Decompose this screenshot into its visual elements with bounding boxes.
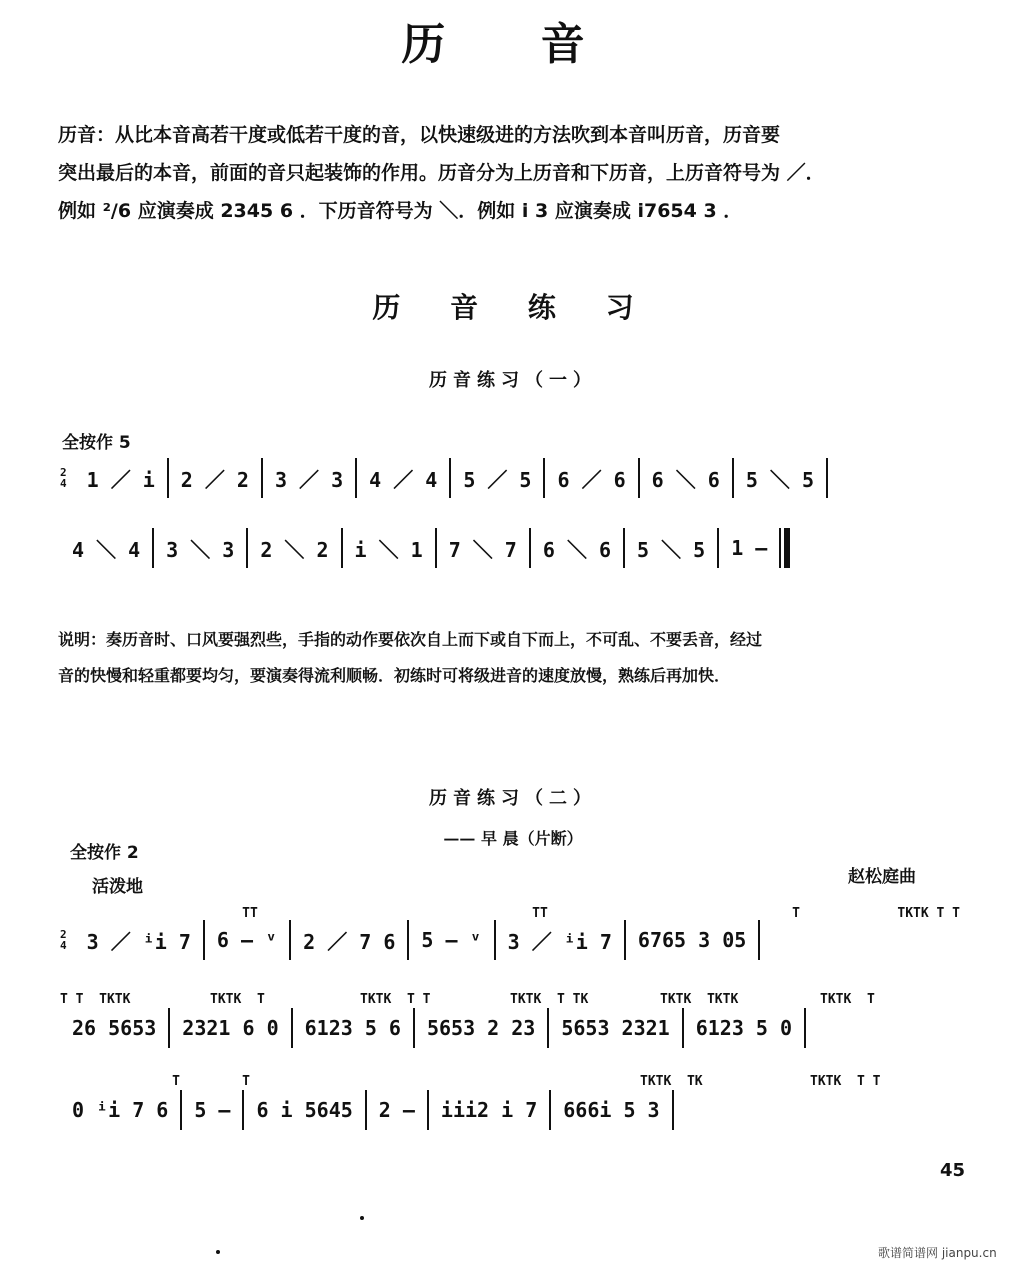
intro-text xyxy=(58,116,973,230)
tonguing-row xyxy=(60,906,965,921)
measure: 5 ＼ 5 xyxy=(745,467,814,492)
measure: 2 – xyxy=(378,1098,415,1122)
intro-line: 突出最后的本音，前面的音只起装饰的作用。历音分为上历音和下历音，上历音符号为 ／． xyxy=(58,162,825,184)
measure: 666i 5 3 xyxy=(563,1098,660,1122)
tonguing: T xyxy=(792,906,800,921)
section-title: 历 音 练 习 xyxy=(372,291,654,324)
tonguing: TKTK TKTK xyxy=(660,992,739,1007)
time-signature xyxy=(60,929,67,951)
measure: iii2 i 7 xyxy=(440,1098,538,1122)
tonguing: T xyxy=(242,906,250,921)
watermark: 歌谱简谱网 jianpu.cn xyxy=(878,1246,997,1260)
barline xyxy=(672,1090,674,1130)
tonguing: T xyxy=(532,906,540,921)
tonguing: TKTK T T xyxy=(897,906,960,921)
measure: 0 ⁱi 7 6 xyxy=(72,1098,169,1122)
time-sig-den: 4 xyxy=(60,939,67,952)
measure: 5 ＼ 5 xyxy=(637,537,706,562)
tonguing: T xyxy=(540,906,548,921)
measure: 4 ／ 4 xyxy=(369,467,438,492)
measure: 2321 6 0 xyxy=(182,1016,279,1040)
intro-line: 历音：从比本音高若干度或低若干度的音，以快速级进的方法吹到本音叫历音，历音要 xyxy=(58,124,781,146)
tonguing: TKTK T TK xyxy=(510,992,589,1007)
tonguing: TKTK T xyxy=(820,992,875,1007)
measure: 2 ＼ 2 xyxy=(260,537,329,562)
time-sig-num: 2 xyxy=(60,928,67,941)
measure: 6765 3 05 xyxy=(637,928,747,952)
explanation-note xyxy=(58,622,973,694)
speck-mark xyxy=(360,1216,364,1220)
time-signature xyxy=(60,467,67,489)
measure: 5653 2321 xyxy=(561,1016,670,1040)
measure: 5653 2 23 xyxy=(426,1016,536,1040)
measure: i ＼ 1 xyxy=(354,537,423,562)
final-barline xyxy=(784,528,790,568)
barline xyxy=(758,920,760,960)
exercise1-title: 历音练习（一） xyxy=(429,370,597,391)
measure: 4 ＼ 4 xyxy=(72,537,141,562)
composer: 赵松庭曲 xyxy=(848,867,916,887)
score-row xyxy=(60,458,965,498)
score-row xyxy=(60,1008,965,1048)
time-sig-den: 4 xyxy=(60,477,67,490)
measure: 6 – ᵛ xyxy=(216,928,278,952)
measure: 5 – ᵛ xyxy=(421,928,482,952)
score-row xyxy=(60,1090,965,1130)
speck-mark xyxy=(216,1250,220,1254)
measure: 6 ＼ 6 xyxy=(542,537,612,562)
tonguing: TKTK T T xyxy=(360,992,431,1007)
barline xyxy=(804,1008,806,1048)
tonguing: TKTK T T xyxy=(810,1074,881,1089)
tonguing-row xyxy=(60,1074,965,1089)
exercise1-key: 全按作 5 xyxy=(62,433,131,453)
measure: 7 ＼ 7 xyxy=(448,537,517,562)
measure: 2 ／ 7 6 xyxy=(303,929,396,954)
measure: 5 ／ 5 xyxy=(463,467,532,492)
measure: 3 ／ ⁱi 7 xyxy=(507,929,612,954)
measure: 6 ＼ 6 xyxy=(651,467,720,492)
measure: 26 5653 xyxy=(72,1016,157,1040)
measure: 6 i 5645 xyxy=(256,1098,353,1122)
score-row xyxy=(60,528,965,568)
intro-line: 例如 ²/6 应演奏成 2345 6 ．下历音符号为 ＼．例如 i 3 应演奏成 i7654 3 ． xyxy=(58,200,743,222)
measure: 3 ／ 3 xyxy=(274,467,344,492)
tonguing: TKTK TK xyxy=(640,1074,703,1089)
tonguing: T T TKTK xyxy=(60,992,131,1007)
tonguing: T xyxy=(250,906,258,921)
measure: 6123 5 6 xyxy=(304,1016,401,1040)
measure: 1 ／ i xyxy=(86,467,155,492)
measure: 2 ／ 2 xyxy=(180,467,249,492)
page-title: 历 音 xyxy=(401,19,625,70)
measure: 5 – xyxy=(194,1098,231,1122)
exercise2-subtitle: —— 早 晨（片断） xyxy=(443,829,583,848)
tonguing: T xyxy=(172,1074,180,1089)
note-line: 音的快慢和轻重都要均匀，要演奏得流利顺畅．初练时可将级进音的速度放慢，熟练后再加快． xyxy=(58,666,731,685)
time-sig-num: 2 xyxy=(60,466,67,479)
measure: 3 ＼ 3 xyxy=(166,537,235,562)
exercise2-title: 历音练习（二） xyxy=(429,788,597,809)
measure: 1 – xyxy=(731,536,768,560)
tempo-marking: 活泼地 xyxy=(92,877,143,897)
measure: 6 ／ 6 xyxy=(557,467,626,492)
page-number: 45 xyxy=(940,1160,966,1181)
tonguing: TKTK T xyxy=(210,992,265,1007)
measure: 3 ／ ⁱi 7 xyxy=(86,929,191,954)
score-row xyxy=(60,920,965,960)
barline xyxy=(826,458,828,498)
tonguing: T xyxy=(242,1074,250,1089)
barline xyxy=(779,528,781,568)
note-line: 说明：奏历音时、口风要强烈些，手指的动作要依次自上而下或自下而上，不可乱、不要丢音，经过 xyxy=(58,630,763,649)
exercise2-key: 全按作 2 xyxy=(70,843,139,863)
tonguing-row xyxy=(60,992,965,1007)
measure: 6123 5 0 xyxy=(695,1016,793,1040)
